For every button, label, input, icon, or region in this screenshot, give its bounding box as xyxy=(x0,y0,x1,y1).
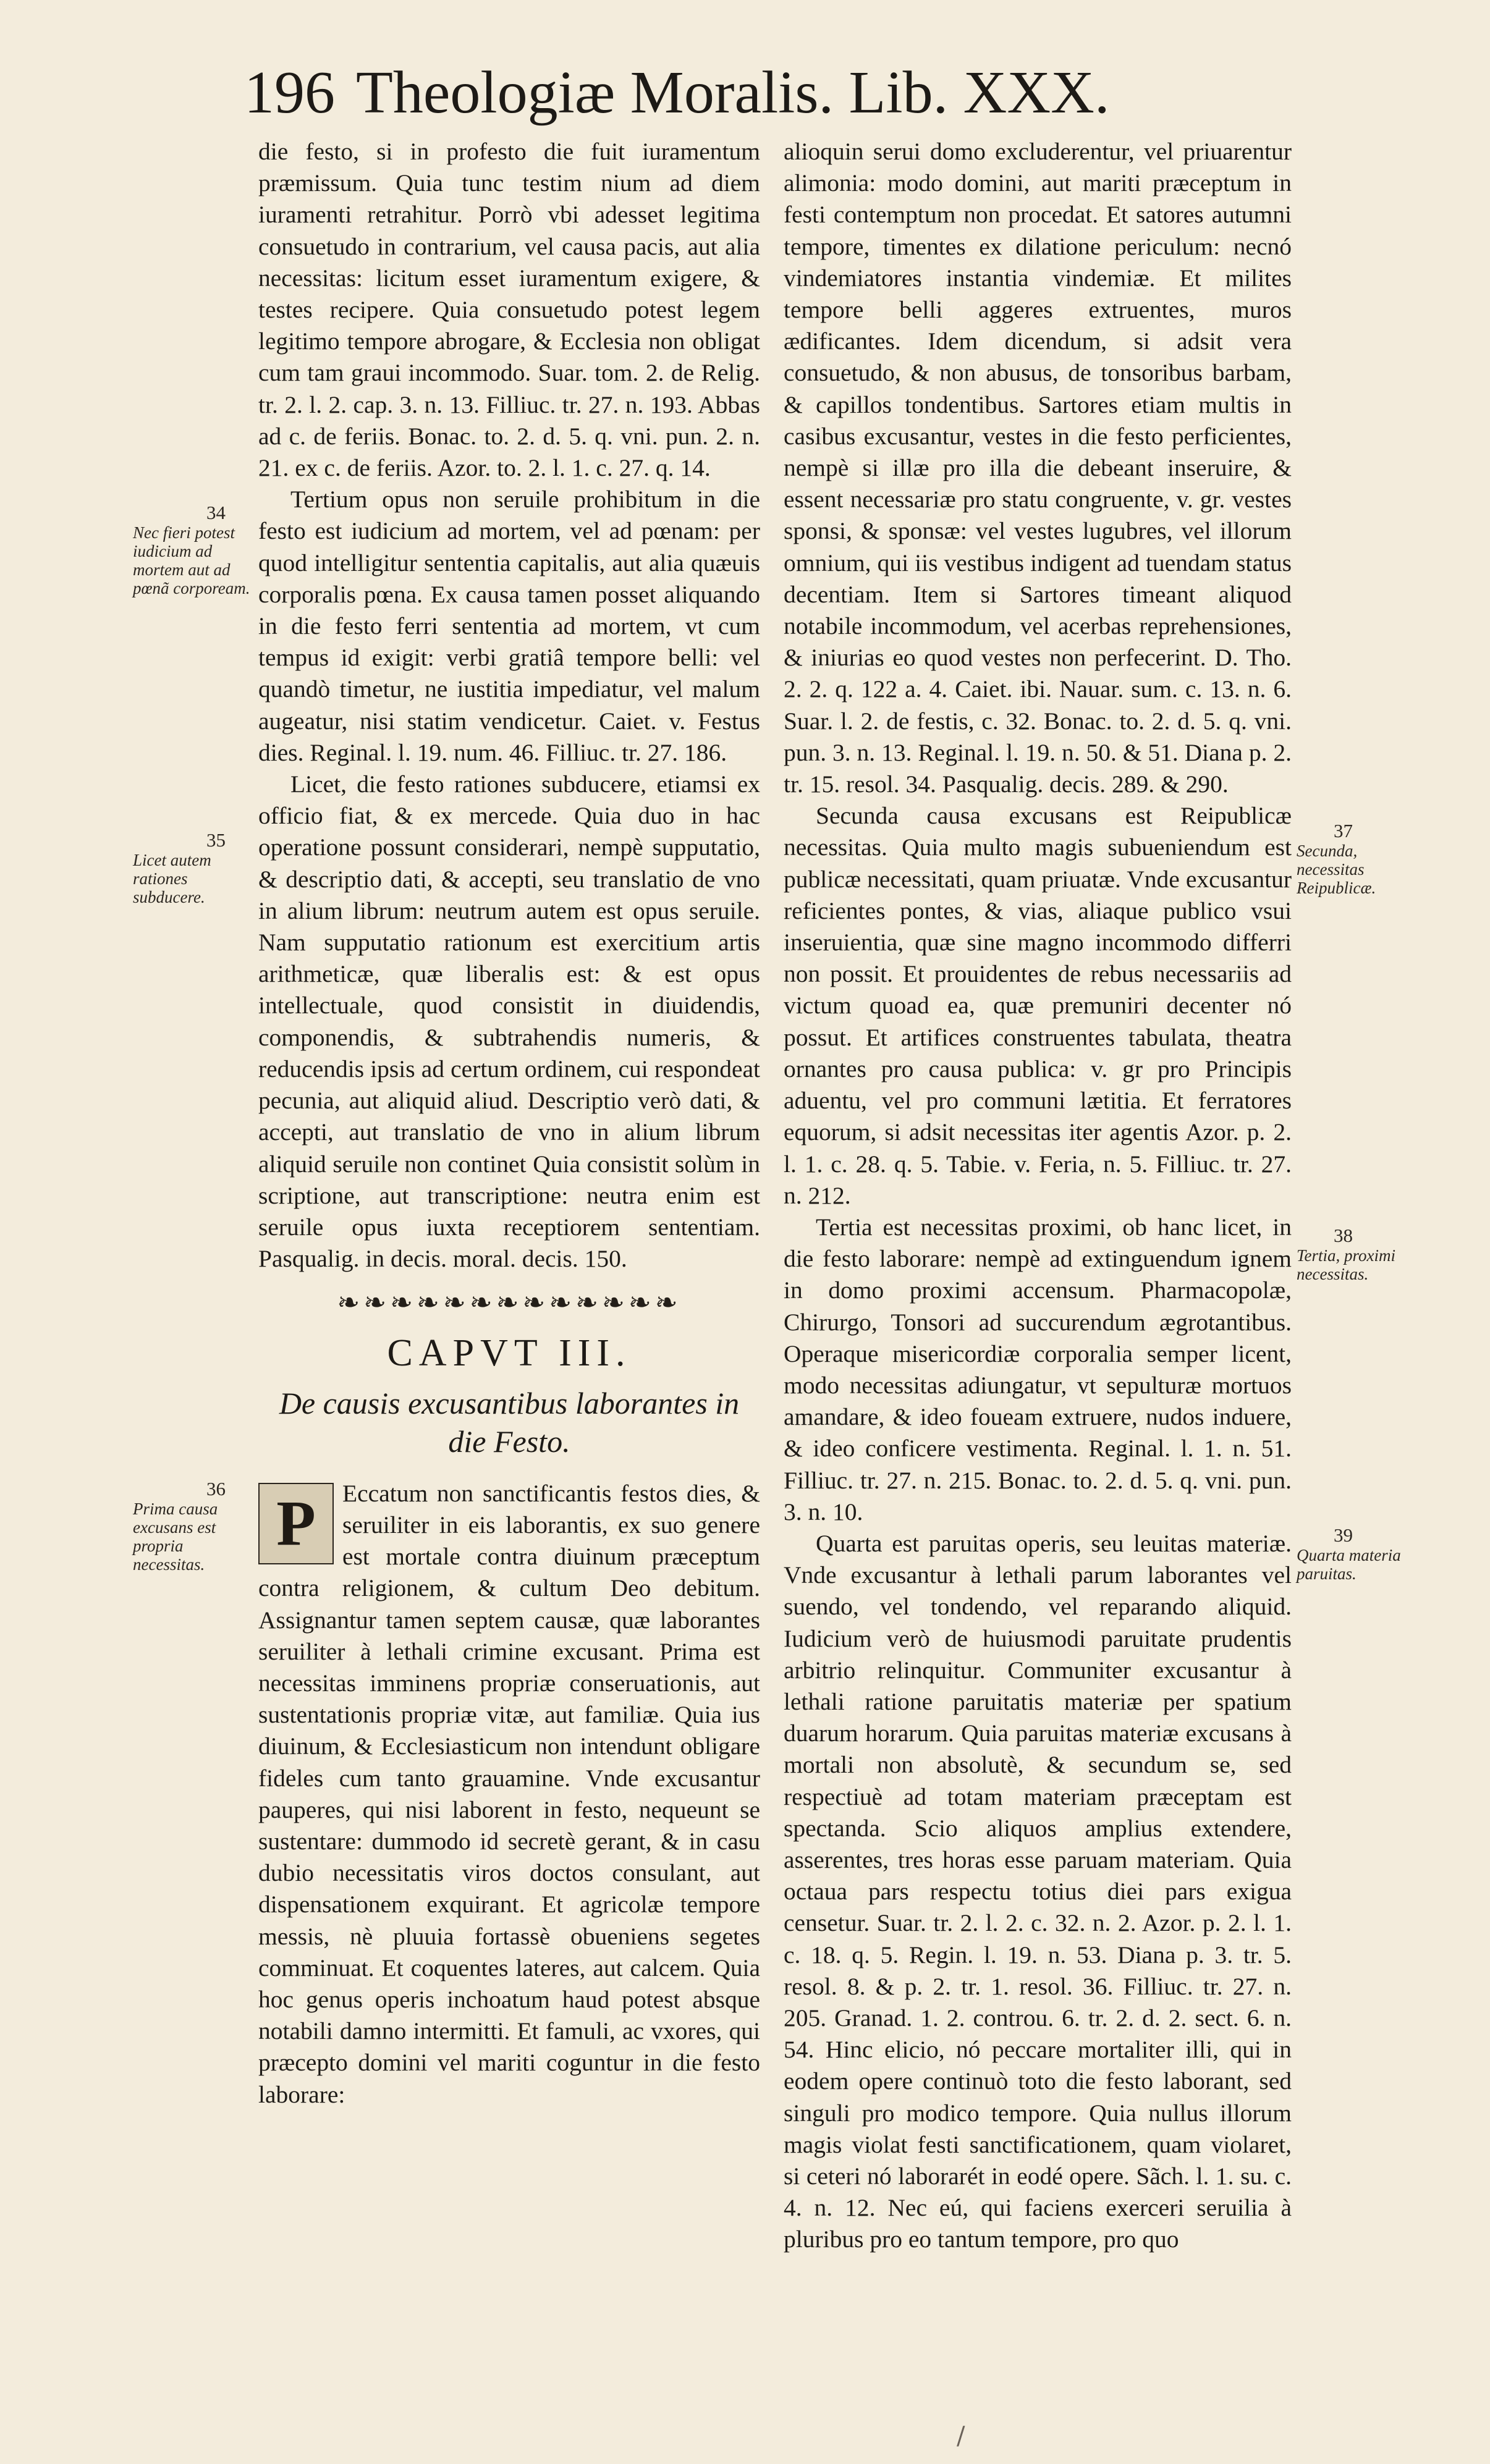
margin-note-text: Prima causa excusans est propria necessitas. xyxy=(133,1500,218,1574)
chapter-subtitle: De causis excusantibus laborantes in die Festo. xyxy=(279,1385,740,1459)
page-title: Theologiæ Moralis. Lib. XXX. xyxy=(356,59,1110,126)
margin-note-number: 37 xyxy=(1334,820,1353,842)
paragraph-35: Licet, die festo rationes subducere, etiamsi ex officio fiat, & ex mercede. Quia duo in hac operatione possunt considerari, nempè supputatio, & descriptio dati, & accepti, seu translatio de vno in alium librum: neutrum autem est opus seruile. Nam supputatio rationum est exercitium artis arithmeticæ, quæ liberalis est: & est opus intellectuale, quod consistit in diuidendis, componendis, & subtrahendis numeris, & reducendis ipsis ad certum ordinem, cui respondeat pecunia, aut aliquid aliud. Descriptio verò dati, & accepti, aut translatio de vno in alium librum aliquid seruile non continet Quia consistit solùm in scriptione, aut transcriptione: neutra enim est seruile opus iuxta receptiorem sententiam. Pasqualig. in decis. moral. decis. 150. xyxy=(258,770,760,1273)
margin-note-number: 39 xyxy=(1334,1524,1353,1546)
margin-note-37 xyxy=(1297,822,1420,897)
margin-note-34 xyxy=(133,504,250,597)
paragraph-right-top: alioquin serui domo excluderentur, vel priuarentur alimonia: modo domini, aut mariti præceptum in festi contemptum non procedat. Et satores autumni tempore, timentes ex dilatione periculum: necnó vindemiatores instantia vindemiæ. Et milites tempore belli aggeres extruentes, muros ædificantes. Idem dicendum, si adsit vera consuetudo, & non abusus, de tonsoribus barbam, & capillos tondentibus. Sartores etiam multis in casibus excusantur, vestes in die festo perficientes, nempè si illæ pro illa die debeant inseruire, & essent necessariæ pro statu congruente, v. gr. vestes sponsi, & sponsæ: vel vestes lugubres, vel illorum omnium, qui iis vestibus indigent ad tuendam status decentiam. Item si Sartores timeant aliquod notabile incommodum, vel acerbas reprehensiones, & iniurias eo quod vestes non perfecerint. D. Tho. 2. 2. q. 122 a. 4. Caiet. ibi. Nauar. sum. c. 13. n. 6. Suar. l. 2. de festis, c. 32. Bonac. to. 2. d. 5. q. vni. pun. 3. n. 13. Reginal. l. 19. n. 50. & 51. Diana p. 2. tr. 15. resol. 34. Pasqualig. decis. 289. & 290. xyxy=(784,138,1292,798)
margin-note-38 xyxy=(1297,1226,1420,1283)
paragraph-39: Quarta est paruitas operis, seu leuitas materiæ. Vnde excusantur à lethali parum laborantes vel suendo, vel tondendo, vel reparando aliquid. Iudicium verò de huiusmodi paruitate prudentis arbitrio relinquitur. Communiter excusantur à lethali ratione paruitatis materiæ per spatium duarum horarum. Quia paruitas materiæ excusans à mortali non absolutè, & secundum se, sed respectiuè ad totam materiam præceptam est spectanda. Scio aliquos amplius extendere, asserentes, tres horas esse paruam materiam. Quia octaua pars respectu totius diei pars exigua censetur. Suar. tr. 2. l. 2. c. 32. n. 2. Azor. p. 2. l. 1. c. 18. q. 5. Regin. l. 19. n. 53. Diana p. 3. tr. 5. resol. 8. & p. 2. tr. 1. resol. 36. Filliuc. tr. 27. n. 205. Granad. 1. 2. controu. 6. tr. 2. d. 2. sect. 6. n. 54. Hinc elicio, nó peccare mortaliter illi, qui in eodem opere continuò toto die festo laborant, sed singuli pro modico tempore. Quia nullus illorum magis violat festi sanctificationem, quam violaret, si ceteri nó laborarét in eodé opere. Sãch. l. 1. su. c. 4. n. 12. Nec eú, qui faciens exerceri seruilia à pluribus pro eo tantum tempore, pro quo xyxy=(784,1529,1292,2253)
margin-note-text: Tertia, proximi necessitas. xyxy=(1297,1246,1396,1283)
margin-note-text: Nec fieri potest iudicium ad mortem aut ad pœnã corpoream. xyxy=(133,523,250,597)
paragraph-36: Eccatum non sanctificantis festos dies, & seruiliter in eis laborantis, ex suo genere est mortale contra diuinum præceptum contra religionem, & cultum Deo debitum. Assignantur tamen septem causæ, quæ laborantes seruiliter à lethali crimine excusant. Prima est necessitas imminens propriæ conseruationis, aut sustentationis propriæ vitæ, aut familiæ. Quia ius diuinum, & Ecclesiasticum non intendunt obligare fideles cum tanto grauamine. Vnde excusantur pauperes, qui nisi laborent in festo, nequeunt se sustentare: dummodo id secretè gerant, & in casu dubio necessitatis viros doctos consulant, aut dispensationem exquirant. Et agricolæ tempore messis, nè pluuia fortassè obueniens segetes comminuat. Et coquentes lateres, aut calcem. Quia hoc genus operis inchoatum haud potest absque notabili damno intermitti. Et famuli, ac vxores, qui præcepto domini vel mariti coguntur in die festo laborare: xyxy=(258,1479,760,2108)
paragraph-37: Secunda causa excusans est Reipublicæ necessitas. Quia multo magis subueniendum est publicæ necessitati, quam priuatæ. Vnde excusantur reficientes pontes, & vias, aliaque publico vsui inseruientia, quæ sine magno incommodo differri non possit. Et prouidentes de rebus necessariis ad victum quoad ea, quæ premuniri decenter nó possut. Et artifices construentes tabulata, theatra ornantes pro causa publica: v. gr pro Principis aduentu, vel pro communi lætitia. Et ferratores equorum, si adsit necessitas iter agentis Azor. p. 2. l. 1. c. 28. q. 5. Tabie. v. Feria, n. 5. Filliuc. tr. 27. n. 212. xyxy=(784,802,1292,1209)
margin-note-36 xyxy=(133,1480,250,1574)
drop-cap: P xyxy=(258,1483,334,1564)
margin-note-number: 34 xyxy=(206,502,226,523)
margin-note-number: 38 xyxy=(1334,1225,1353,1246)
page-number: 196 xyxy=(244,59,335,126)
margin-note-number: 35 xyxy=(206,829,226,851)
margin-note-number: 36 xyxy=(206,1478,226,1500)
margin-note-39 xyxy=(1297,1526,1420,1583)
left-column xyxy=(258,136,760,2111)
chapter-title: CAPVT III. xyxy=(387,1331,632,1374)
margin-note-35 xyxy=(133,831,250,906)
margin-note-text: Licet autem rationes subducere. xyxy=(133,851,211,906)
paragraph-38: Tertia est necessitas proximi, ob hanc licet, in die festo laborare: nempè ad extinguendum ignem in domo proximi accensum. Pharmacopolæ, Chirurgo, Tonsori ad succurendum ægrotantibus. Operaque misericordiæ corporalia semper licent, modo necessitas adiungatur, vt sepulturæ mortuos amandare, & ideo foueam extruere, nudos induere, & ideo conficere vestimenta. Reginal. l. 1. n. 51. Filliuc. tr. 27. n. 215. Bonac. to. 2. d. 5. q. vni. pun. 3. n. 10. xyxy=(784,1213,1292,1525)
running-head xyxy=(244,59,1258,127)
footer-mark: / xyxy=(957,2422,965,2450)
right-column xyxy=(784,136,1292,2256)
paragraph-34: Tertium opus non seruile prohibitum in die festo est iudicium ad mortem, vel ad pœnam: per quod intelligitur sententia capitalis, aut alia quæuis corporalis pœna. Ex causa tamen posset aliquando in die festo ferri sententia ad mortem, vt cum tempus id exigit: verbi gratiâ tempore belli: vel quandò timetur, ne iustitia impediatur, vel malum augeatur, nisi statim vendicetur. Caiet. v. Festus dies. Reginal. l. 19. num. 46. Filliuc. tr. 27. 186. xyxy=(258,486,760,766)
paragraph-left-top: die festo, si in profesto die fuit iuramentum præmissum. Quia tunc testim nium ad diem iuramenti retrahitur. Porrò vbi adesset legitima consuetudo in contrarium, vel causa pacis, aut alia necessitas: licitum esset iuramentum exigere, & testes recipere. Quia consuetudo potest legem legitimo tempore abrogare, & Ecclesia non obligat cum tam graui incommodo. Suar. tom. 2. de Relig. tr. 2. l. 2. cap. 3. n. 13. Filliuc. tr. 27. n. 193. Abbas ad c. de feriis. Bonac. to. 2. d. 5. q. vni. pun. 2. n. 21. ex c. de feriis. Azor. to. 2. l. 1. c. 27. q. 14. xyxy=(258,138,760,482)
ornament-band: ❧❧❧❧❧❧❧❧❧❧❧❧❧ xyxy=(337,1288,682,1318)
chapter-opening xyxy=(258,1478,760,2111)
margin-note-text: Quarta materia paruitas. xyxy=(1297,1546,1401,1583)
margin-note-text: Secunda, necessitas Reipublicæ. xyxy=(1297,842,1376,897)
